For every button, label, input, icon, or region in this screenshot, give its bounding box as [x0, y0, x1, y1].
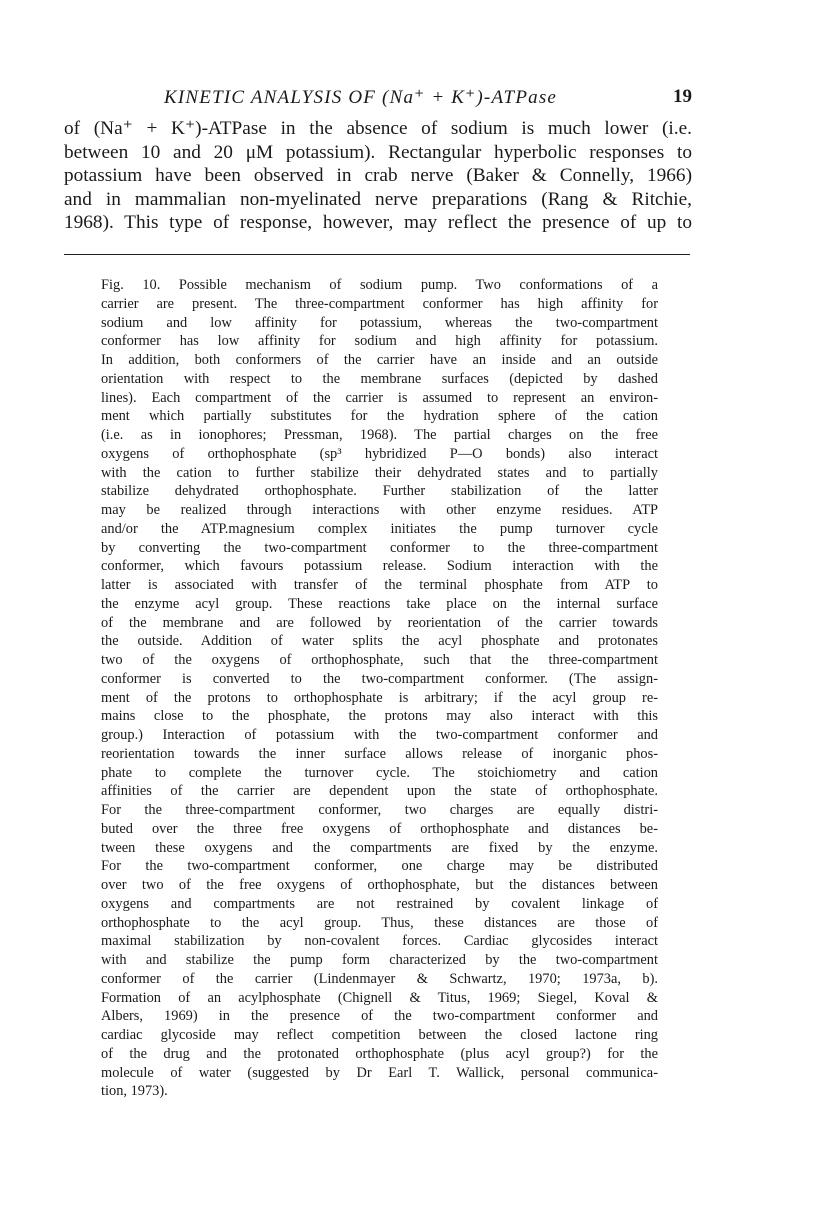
- caption-line: mains close to the phosphate, the protons may also interact with this: [101, 708, 658, 725]
- body-text-line: of (Na⁺ + K⁺)-ATPase in the absence of sodium is much lower (i.e.: [64, 118, 692, 139]
- caption-line: may be realized through interactions with other enzyme residues. ATP: [101, 502, 658, 518]
- caption-line: with the cation to further stabilize their dehydrated states and to partially: [101, 464, 658, 481]
- caption-line: of the membrane and are followed by reorientation of the carrier towards: [101, 614, 658, 631]
- caption-line: For the two-compartment conformer, one charge may be distributed: [101, 858, 658, 875]
- caption-line: oxygens and compartments are not restrained by covalent linkage of: [101, 895, 658, 912]
- caption-line: Formation of an acylphosphate (Chignell & Titus, 1969; Siegel, Koval &: [101, 989, 658, 1006]
- caption-line: conformer is converted to the two-compartment conformer. (The assign-: [101, 670, 658, 687]
- caption-line: lines). Each compartment of the carrier is assumed to represent an environ-: [101, 389, 658, 406]
- caption-line: orthophosphate to the acyl group. Thus, these distances are those of: [101, 914, 658, 931]
- caption-line: and/or the ATP.magnesium complex initiates the pump turnover cycle: [101, 520, 658, 537]
- page-header: [64, 86, 692, 112]
- caption-line: phate to complete the turnover cycle. The stoichiometry and cation: [101, 764, 658, 781]
- caption-line: conformer, which favours potassium release. Sodium interaction with the: [101, 558, 658, 575]
- caption-line: the outside. Addition of water splits the acyl phosphate and protonates: [101, 633, 658, 650]
- figure-caption: [101, 276, 658, 1101]
- caption-line: For the three-compartment conformer, two charges are equally distri-: [101, 802, 658, 818]
- caption-line: over two of the free oxygens of orthophosphate, but the distances between: [101, 877, 658, 893]
- body-paragraph: [64, 117, 692, 235]
- caption-line: carrier are present. The three-compartment conformer has high affinity for: [101, 295, 658, 312]
- caption-line: sodium and low affinity for potassium, whereas the two-compartment: [101, 314, 658, 331]
- caption-line: maximal stabilization by non-covalent forces. Cardiac glycosides interact: [101, 933, 658, 950]
- caption-line: stabilize dehydrated orthophosphate. Further stabilization of the latter: [101, 483, 658, 500]
- caption-line: reorientation towards the inner surface allows release of inorganic phos-: [101, 745, 658, 762]
- caption-line: (i.e. as in ionophores; Pressman, 1968). The partial charges on the free: [101, 427, 658, 443]
- body-text-line: potassium have been observed in crab nerve (Baker & Connelly, 1966): [64, 165, 692, 187]
- caption-line: by converting the two-compartment conformer to the three-compartment: [101, 539, 658, 556]
- separator-rule: [64, 254, 690, 255]
- caption-line: In addition, both conformers of the carrier have an inside and an outside: [101, 352, 658, 368]
- caption-line: tween these oxygens and the compartments are fixed by the enzyme.: [101, 839, 658, 856]
- caption-line: conformer has low affinity for sodium and high affinity for potassium.: [101, 333, 658, 350]
- caption-line: Albers, 1969) in the presence of the two-compartment conformer and: [101, 1008, 658, 1025]
- caption-line: oxygens of orthophosphate (sp³ hybridized P—O bonds) also interact: [101, 445, 658, 462]
- page-number: 19: [673, 86, 692, 107]
- caption-line: group.) Interaction of potassium with the two-compartment conformer and: [101, 727, 658, 743]
- caption-line: affinities of the carrier are dependent upon the state of orthophosphate.: [101, 783, 658, 800]
- caption-line: molecule of water (suggested by Dr Earl T. Wallick, personal communica-: [101, 1064, 658, 1081]
- running-title: KINETIC ANALYSIS OF (Na⁺ + K⁺)-ATPase: [164, 87, 558, 108]
- body-text-line: 1968). This type of response, however, may reflect the presence of up to: [64, 212, 692, 234]
- caption-line: of the drug and the protonated orthophosphate (plus acyl group?) for the: [101, 1045, 658, 1062]
- caption-line: orientation with respect to the membrane surfaces (depicted by dashed: [101, 370, 658, 387]
- caption-line: two of the oxygens of orthophosphate, such that the three-compartment: [101, 652, 658, 668]
- caption-line: buted over the three free oxygens of orthophosphate and distances be-: [101, 820, 658, 837]
- caption-line: with and stabilize the pump form characterized by the two-compartment: [101, 952, 658, 968]
- caption-line: cardiac glycoside may reflect competition between the closed lactone ring: [101, 1027, 658, 1043]
- body-text-line: between 10 and 20 μM potassium). Rectangular hyperbolic responses to: [64, 141, 692, 163]
- caption-line: latter is associated with transfer of the terminal phosphate from ATP to: [101, 577, 658, 593]
- caption-line: Fig. 10. Possible mechanism of sodium pump. Two conformations of a: [101, 277, 658, 293]
- caption-line: ment of the protons to orthophosphate is arbitrary; if the acyl group re-: [101, 689, 658, 706]
- caption-line: conformer of the carrier (Lindenmayer & Schwartz, 1970; 1973a, b).: [101, 970, 658, 987]
- caption-line: ment which partially substitutes for the hydration sphere of the cation: [101, 408, 658, 425]
- caption-line: the enzyme acyl group. These reactions take place on the internal surface: [101, 595, 658, 612]
- body-text-line: and in mammalian non-myelinated nerve preparations (Rang & Ritchie,: [64, 188, 692, 210]
- caption-line: tion, 1973).: [101, 1083, 168, 1100]
